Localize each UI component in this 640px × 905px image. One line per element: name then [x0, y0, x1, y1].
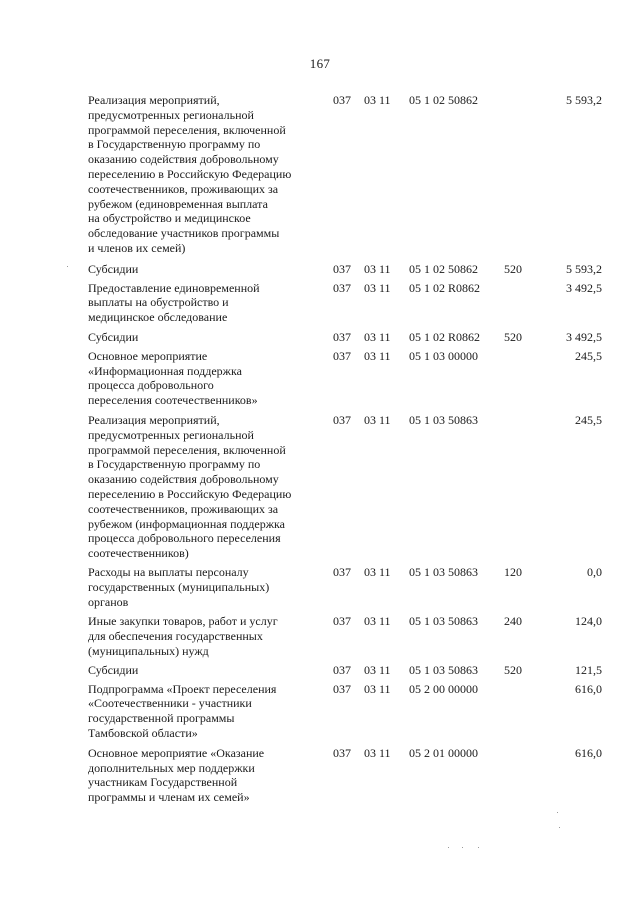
- section-code: 03 11: [364, 681, 391, 696]
- table-row: [0, 262, 640, 277]
- row-name: [88, 682, 328, 741]
- row-name: [88, 413, 328, 561]
- section-code: 03 11: [364, 564, 391, 579]
- row-name-line: оказанию содействия добровольному: [88, 152, 279, 167]
- ministry-code: 037: [333, 93, 351, 107]
- row-name-line: дополнительных мер поддержки: [88, 760, 255, 775]
- ministry-code: 037: [333, 280, 351, 295]
- budget-table: [0, 93, 640, 805]
- row-name-line: медицинское обследование: [88, 310, 228, 325]
- ministry-code: 037: [333, 261, 351, 276]
- section-code: 03 11: [364, 93, 391, 107]
- row-name: [88, 281, 328, 325]
- row-name-line: переселению в Российскую Федерацию: [88, 486, 292, 501]
- table-row: [0, 746, 640, 805]
- ministry-code: 037: [333, 564, 351, 579]
- ministry-code: 037: [333, 412, 351, 427]
- target-article-code: 05 1 02 50862: [409, 93, 478, 107]
- row-name-line: для обеспечения государственных: [88, 629, 263, 644]
- row-name-line: государственных (муниципальных): [88, 579, 270, 594]
- ministry-code: 037: [333, 614, 351, 629]
- row-name-line: Подпрограмма «Проект переселения: [88, 681, 277, 696]
- row-name-line: в Государственную программу по: [88, 137, 261, 152]
- amount: 616,0: [575, 745, 602, 760]
- scan-speck: [478, 847, 479, 848]
- scan-speck: [448, 847, 449, 848]
- amount: 245,5: [575, 348, 602, 363]
- row-name-line: Тамбовской области»: [88, 725, 198, 740]
- target-article-code: 05 1 02 R0862: [409, 329, 481, 344]
- row-name: [88, 93, 328, 256]
- row-name-line: Иные закупки товаров, работ и услуг: [88, 614, 278, 629]
- row-name: [88, 746, 328, 805]
- ministry-code: 037: [333, 681, 351, 696]
- page-number: 167: [309, 56, 331, 71]
- row-name-line: Расходы на выплаты персоналу: [88, 564, 249, 579]
- section-code: 03 11: [364, 412, 391, 427]
- amount: 5 593,2: [566, 93, 602, 107]
- row-name-line: «Информационная поддержка: [88, 363, 242, 378]
- row-name-line: органов: [88, 594, 129, 609]
- row-name-line: Субсидии: [88, 662, 139, 677]
- amount: 124,0: [575, 614, 602, 629]
- row-name-line: процесса добровольного: [88, 378, 214, 393]
- row-name: [88, 262, 328, 277]
- ministry-code: 037: [333, 745, 351, 760]
- row-name-line: Основное мероприятие «Оказание: [88, 745, 265, 760]
- amount: 3 492,5: [566, 280, 602, 295]
- amount: 5 593,2: [566, 261, 602, 276]
- target-article-code: 05 1 03 50863: [409, 662, 478, 677]
- row-name-line: Субсидии: [88, 329, 139, 344]
- table-row: [0, 413, 640, 561]
- scan-speck: [559, 827, 560, 828]
- row-name: [88, 614, 328, 658]
- row-name-line: «Соотечественники - участники: [88, 696, 252, 711]
- section-code: 03 11: [364, 662, 391, 677]
- section-code: 03 11: [364, 329, 391, 344]
- expense-type-code: 120: [504, 564, 522, 579]
- expense-type-code: 520: [504, 329, 522, 344]
- row-name-line: соотечественников): [88, 546, 189, 561]
- amount: 0,0: [587, 564, 602, 579]
- row-name-line: процесса добровольного переселения: [88, 531, 281, 546]
- section-code: 03 11: [364, 348, 391, 363]
- row-name-line: Субсидии: [88, 261, 139, 276]
- row-name-line: на обустройство и медицинское: [88, 211, 251, 226]
- expense-type-code: 520: [504, 261, 522, 276]
- row-name-line: рубежом (информационная поддержка: [88, 516, 285, 531]
- scan-speck: [67, 266, 68, 267]
- row-name: [88, 565, 328, 609]
- row-name-line: предусмотренных региональной: [88, 107, 254, 122]
- section-code: 03 11: [364, 614, 391, 629]
- target-article-code: 05 1 03 50863: [409, 614, 478, 629]
- row-name-line: обследование участников программы: [88, 226, 280, 241]
- row-name-line: программой переселения, включенной: [88, 122, 286, 137]
- target-article-code: 05 1 03 00000: [409, 348, 478, 363]
- amount: 245,5: [575, 412, 602, 427]
- table-row: [0, 614, 640, 658]
- table-row: [0, 682, 640, 741]
- row-name-line: участникам Государственной: [88, 775, 238, 790]
- scan-speck: [557, 812, 558, 813]
- row-name-line: Основное мероприятие: [88, 348, 208, 363]
- row-name-line: Реализация мероприятий,: [88, 412, 220, 427]
- table-row: [0, 565, 640, 609]
- section-code: 03 11: [364, 280, 391, 295]
- target-article-code: 05 1 03 50863: [409, 412, 478, 427]
- table-row: [0, 349, 640, 408]
- table-row: [0, 93, 640, 256]
- row-name-line: выплаты на обустройство и: [88, 295, 229, 310]
- expense-type-code: 520: [504, 662, 522, 677]
- row-name-line: переселения соотечественников»: [88, 393, 258, 408]
- row-name-line: программой переселения, включенной: [88, 442, 286, 457]
- ministry-code: 037: [333, 662, 351, 677]
- target-article-code: 05 2 01 00000: [409, 745, 478, 760]
- amount: 3 492,5: [566, 329, 602, 344]
- target-article-code: 05 1 02 50862: [409, 261, 478, 276]
- target-article-code: 05 1 03 50863: [409, 564, 478, 579]
- target-article-code: 05 2 00 00000: [409, 681, 478, 696]
- table-row: [0, 281, 640, 325]
- row-name-line: программы и членам их семей»: [88, 790, 250, 805]
- section-code: 03 11: [364, 261, 391, 276]
- ministry-code: 037: [333, 348, 351, 363]
- row-name: [88, 663, 328, 678]
- row-name-line: переселению в Российскую Федерацию: [88, 166, 292, 181]
- target-article-code: 05 1 02 R0862: [409, 280, 481, 295]
- expense-type-code: 240: [504, 614, 522, 629]
- row-name-line: (муниципальных) нужд: [88, 643, 209, 658]
- amount: 616,0: [575, 681, 602, 696]
- row-name-line: Предоставление единовременной: [88, 280, 260, 295]
- row-name: [88, 349, 328, 408]
- row-name-line: оказанию содействия добровольному: [88, 472, 279, 487]
- row-name-line: Реализация мероприятий,: [88, 93, 220, 107]
- row-name-line: в Государственную программу по: [88, 457, 261, 472]
- table-row: [0, 663, 640, 678]
- row-name-line: и членов их семей): [88, 240, 186, 255]
- row-name-line: предусмотренных региональной: [88, 427, 254, 442]
- row-name-line: государственной программы: [88, 711, 235, 726]
- row-name: [88, 330, 328, 345]
- table-row: [0, 330, 640, 345]
- row-name-line: соотечественников, проживающих за: [88, 501, 279, 516]
- amount: 121,5: [575, 662, 602, 677]
- scan-speck: [462, 847, 463, 848]
- ministry-code: 037: [333, 329, 351, 344]
- row-name-line: рубежом (единовременная выплата: [88, 196, 268, 211]
- section-code: 03 11: [364, 745, 391, 760]
- row-name-line: соотечественников, проживающих за: [88, 181, 279, 196]
